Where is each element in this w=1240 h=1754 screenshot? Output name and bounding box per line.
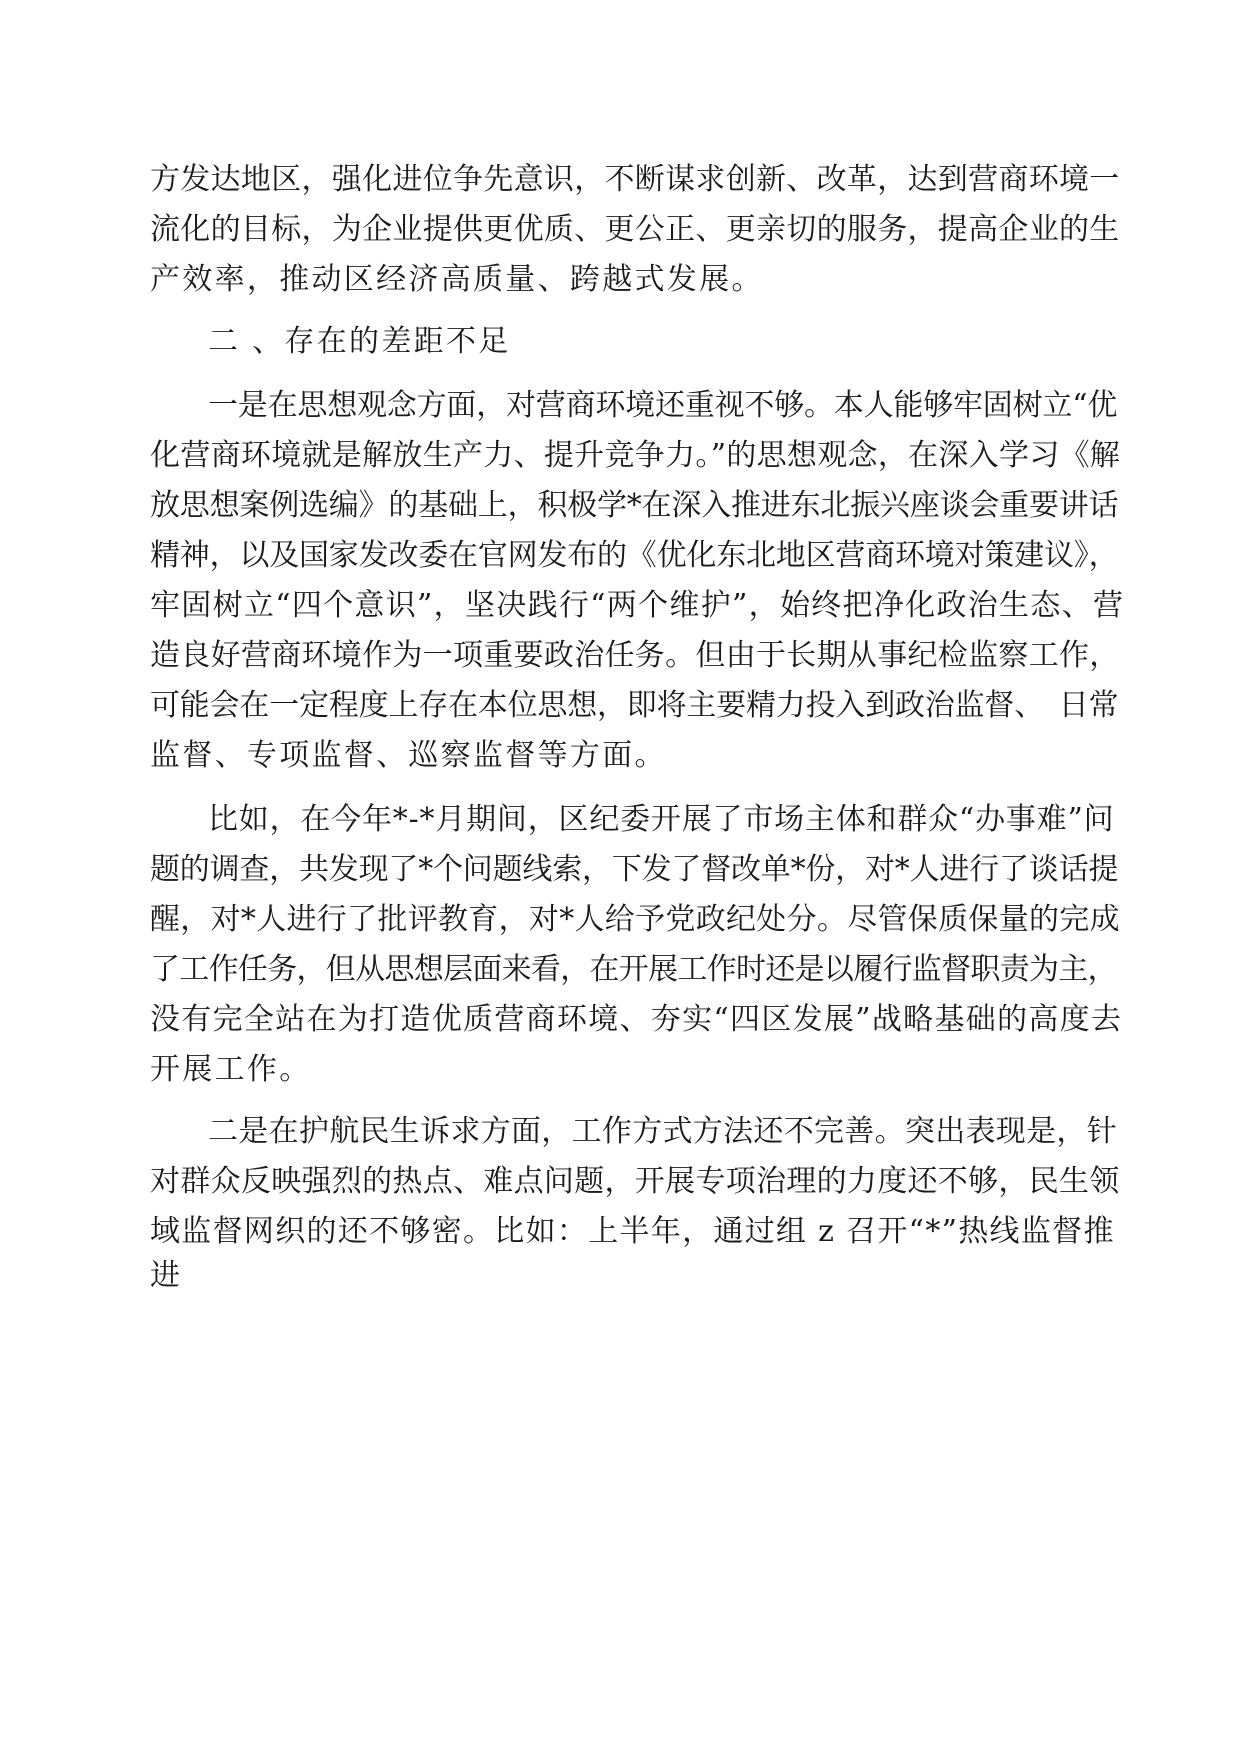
text-line: 放思想案例选编》的基础上，积极学*在深入推进东北振兴座谈会重要讲话 xyxy=(150,488,1119,523)
text-line: 方发达地区，强化进位争先意识，不断谋求创新、改革，达到营商环境一 xyxy=(150,162,1120,197)
text-line: 造良好营商环境作为一项重要政治任务。但由于长期从事纪检监察工作， xyxy=(150,638,1120,673)
text-line: 化营商环境就是解放生产力、提升竞争力。”的思想观念，在深入学习《解 xyxy=(150,438,1121,473)
text-line: 二是在护航民生诉求方面，工作方式方法还不完善。突出表现是，针 xyxy=(208,1114,1117,1149)
text-line: 监督、专项监督、巡察监督等方面。 xyxy=(150,738,667,773)
text-line: 没有完全站在为打造优质营商环境、夯实“四区发展”战略基础的高度去 xyxy=(150,1002,1123,1037)
text-line: 流化的目标，为企业提供更优质、更公正、更亲切的服务，提高企业的生 xyxy=(150,212,1120,247)
text-line: 对群众反映强烈的热点、难点问题，开展专项治理的力度还不够，民生领 xyxy=(150,1164,1120,1199)
text-line: 醒，对*人进行了批评教育，对*人给予党政纪处分。尽管保质保量的完成 xyxy=(150,902,1120,937)
text-line: 产效率，推动区经济高质量、跨越式发展。 xyxy=(150,262,764,297)
text-line: 开展工作。 xyxy=(150,1052,312,1087)
text-line: 比如，在今年*-*月期间，区纪委开展了市场主体和群众“办事难”问 xyxy=(208,802,1115,837)
text-line: 了工作任务，但从思想层面来看，在开展工作时还是以履行监督职责为主， xyxy=(150,952,1117,987)
text-line: 可能会在一定程度上存在本位思想，即将主要精力投入到政治监督、 日常 xyxy=(150,688,1119,723)
text-line: 精神，以及国家发改委在官网发布的《优化东北地区营商环境对策建议》， xyxy=(150,538,1119,573)
text-line: 一是在思想观念方面，对营商环境还重视不够。本人能够牢固树立“优 xyxy=(208,388,1118,423)
text-line: 域监督网织的还不够密。比如：上半年，通过组 z 召开“*”热线监督推 xyxy=(150,1214,1115,1249)
text-line: 牢固树立“四个意识”，坚决践行“两个维护”，始终把净化政治生态、营 xyxy=(150,588,1125,623)
text-line: 进 xyxy=(150,1258,183,1293)
section-heading: 二 、存在的差距不足 xyxy=(208,324,511,359)
text-line: 题的调查，共发现了*个问题线索，下发了督改单*份，对*人进行了谈话提 xyxy=(150,852,1119,887)
